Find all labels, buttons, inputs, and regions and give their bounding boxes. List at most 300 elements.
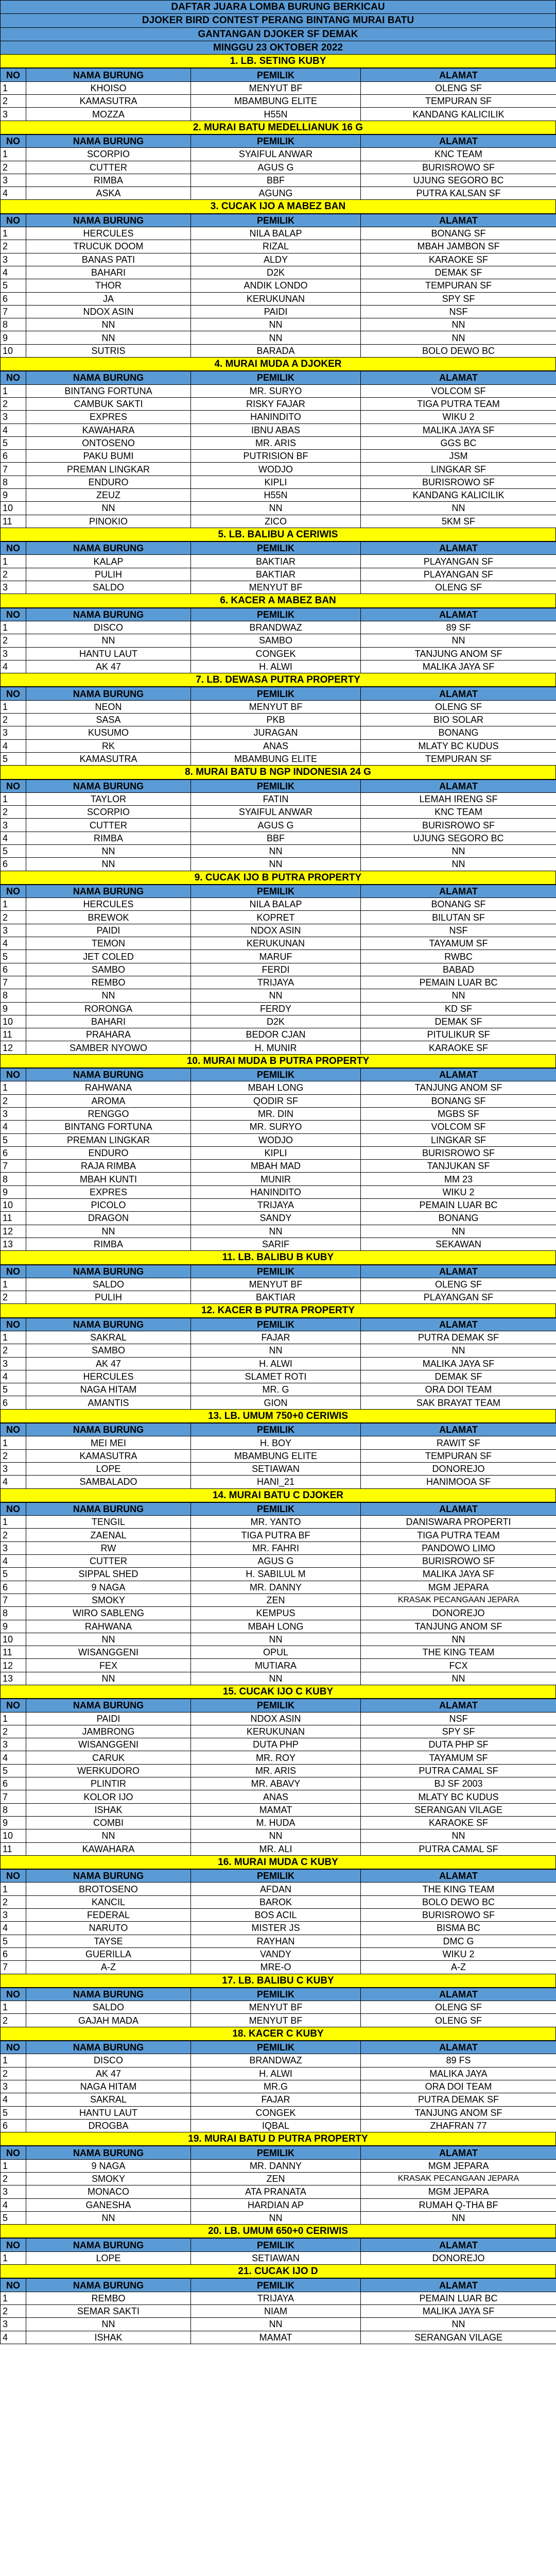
rank-cell: 8 (1, 1803, 26, 1816)
bird-name-cell: KAWAHARA (26, 1842, 191, 1855)
rank-cell: 3 (1, 647, 26, 660)
address-cell: BURISROWO SF (361, 819, 556, 832)
bird-name-cell: 9 NAGA (26, 2159, 191, 2172)
owner-cell: H. SABILUL M (191, 1568, 361, 1581)
col-header-owner: PEMILIK (191, 2239, 361, 2251)
rank-cell: 1 (1, 1081, 26, 1094)
address-cell: OLENG SF (361, 1278, 556, 1291)
bird-name-cell: LOPE (26, 1462, 191, 1475)
owner-cell: NN (191, 318, 361, 331)
col-header-no: NO (1, 2041, 26, 2054)
class-title: 16. MURAI MUDA C KUBY (0, 1856, 556, 1869)
rank-cell: 8 (1, 1607, 26, 1620)
table-header-row (1, 134, 556, 147)
rank-cell: 5 (1, 752, 26, 765)
bird-name-cell: ONTOSENO (26, 436, 191, 449)
address-cell: MGM JEPARA (361, 2185, 556, 2198)
bird-name-cell: NN (26, 1829, 191, 1842)
address-cell: MALIKA JAYA (361, 2067, 556, 2080)
table-row (1, 1883, 556, 1895)
bird-name-cell: WERKUDORO (26, 1764, 191, 1777)
rank-cell: 9 (1, 1185, 26, 1198)
address-cell: 89 SF (361, 621, 556, 634)
bird-name-cell: BROTOSENO (26, 1883, 191, 1895)
bird-name-cell: PICOLO (26, 1199, 191, 1212)
rank-cell: 2 (1, 2172, 26, 2185)
table-row (1, 463, 556, 476)
rank-cell: 3 (1, 1107, 26, 1120)
col-header-no: NO (1, 1265, 26, 1278)
rank-cell: 1 (1, 1436, 26, 1449)
table-row (1, 1829, 556, 1842)
address-cell: WIKU 2 (361, 411, 556, 423)
rank-cell: 2 (1, 714, 26, 726)
rank-cell: 8 (1, 989, 26, 1002)
col-header-address: ALAMAT (361, 1069, 556, 1081)
bird-name-cell: SAMBER NYOWO (26, 1041, 191, 1054)
table-row (1, 1764, 556, 1777)
col-header-address: ALAMAT (361, 1988, 556, 2001)
bird-name-cell: DROGBA (26, 2119, 191, 2132)
bird-name-cell: PAIDI (26, 1712, 191, 1725)
address-cell: OLENG SF (361, 81, 556, 94)
rank-cell: 3 (1, 581, 26, 594)
table-header-row (1, 2239, 556, 2251)
owner-cell: MR. DANNY (191, 2159, 361, 2172)
address-cell: KARAOKE SF (361, 1816, 556, 1829)
address-cell: KANDANG KALICILIK (361, 488, 556, 501)
owner-cell: HARDIAN AP (191, 2198, 361, 2211)
table-row (1, 1396, 556, 1409)
bird-name-cell: KUSUMO (26, 726, 191, 739)
bird-name-cell: RENGGO (26, 1107, 191, 1120)
rank-cell: 5 (1, 2211, 26, 2224)
rank-cell: 2 (1, 1291, 26, 1304)
table-row (1, 1015, 556, 1028)
table-row (1, 279, 556, 292)
bird-name-cell: KAWAHARA (26, 423, 191, 436)
owner-cell: NIAM (191, 2304, 361, 2317)
rank-cell: 10 (1, 1633, 26, 1646)
owner-cell: CONGEK (191, 2106, 361, 2119)
bird-name-cell: GUERILLA (26, 1947, 191, 1960)
class-title: 12. KACER B PUTRA PROPERTY (0, 1304, 556, 1317)
col-header-no: NO (1, 542, 26, 555)
table-row (1, 1383, 556, 1396)
bird-name-cell: KALAP (26, 555, 191, 568)
table-row (1, 2251, 556, 2264)
bird-name-cell: BINTANG FORTUNA (26, 1121, 191, 1133)
bird-name-cell: A-Z (26, 1961, 191, 1974)
col-header-address: ALAMAT (361, 779, 556, 792)
bird-name-cell: LOPE (26, 2251, 191, 2264)
address-cell: NN (361, 1829, 556, 1842)
rank-cell: 2 (1, 240, 26, 253)
rank-cell: 2 (1, 1449, 26, 1462)
owner-cell: SYAIFUL ANWAR (191, 806, 361, 819)
rank-cell: 5 (1, 950, 26, 963)
rank-cell: 6 (1, 1581, 26, 1594)
table-row (1, 2001, 556, 2014)
owner-cell: NDOX ASIN (191, 1712, 361, 1725)
bird-name-cell: RIMBA (26, 1238, 191, 1250)
table-row (1, 1344, 556, 1357)
address-cell: ORA DOI TEAM (361, 2080, 556, 2093)
table-row (1, 1738, 556, 1751)
table-row (1, 989, 556, 1002)
address-cell: NN (361, 2211, 556, 2224)
bird-name-cell: ZAENAL (26, 1529, 191, 1541)
table-row (1, 266, 556, 279)
table-row (1, 1646, 556, 1659)
rank-cell: 9 (1, 1002, 26, 1015)
bird-name-cell: ZEUZ (26, 488, 191, 501)
col-header-address: ALAMAT (361, 2279, 556, 2292)
results-table (0, 371, 556, 528)
bird-name-cell: SAKRAL (26, 2093, 191, 2106)
table-row (1, 2198, 556, 2211)
owner-cell: TRIJAYA (191, 1199, 361, 1212)
rank-cell: 1 (1, 555, 26, 568)
owner-cell: PAIDI (191, 305, 361, 318)
col-header-no: NO (1, 1069, 26, 1081)
table-row (1, 950, 556, 963)
owner-cell: TIGA PUTRA BF (191, 1529, 361, 1541)
bird-name-cell: SEMAR SAKTI (26, 2304, 191, 2317)
owner-cell: MRE-O (191, 1961, 361, 1974)
owner-cell: MR.G (191, 2080, 361, 2093)
table-header-row (1, 885, 556, 897)
table-row (1, 976, 556, 989)
bird-name-cell: SAMBO (26, 1344, 191, 1357)
owner-cell: BBF (191, 174, 361, 187)
table-row (1, 148, 556, 161)
rank-cell: 7 (1, 1790, 26, 1803)
table-row (1, 832, 556, 844)
address-cell: OLENG SF (361, 700, 556, 713)
col-header-name: NAMA BURUNG (26, 1423, 191, 1436)
document-title: DAFTAR JUARA LOMBA BURUNG BERKICAU (0, 0, 556, 14)
col-header-owner: PEMILIK (191, 2041, 361, 2054)
table-row (1, 2304, 556, 2317)
class-title: 9. CUCAK IJO B PUTRA PROPERTY (0, 871, 556, 885)
table-row (1, 739, 556, 752)
address-cell: PUTRA DEMAK SF (361, 1331, 556, 1344)
col-header-name: NAMA BURUNG (26, 608, 191, 621)
bird-name-cell: PAKU BUMI (26, 450, 191, 463)
rank-cell: 5 (1, 845, 26, 858)
rank-cell: 5 (1, 1764, 26, 1777)
rank-cell: 4 (1, 187, 26, 200)
col-header-name: NAMA BURUNG (26, 134, 191, 147)
table-row (1, 1529, 556, 1541)
address-cell: NSF (361, 1712, 556, 1725)
col-header-no: NO (1, 134, 26, 147)
table-row (1, 1185, 556, 1198)
table-row (1, 318, 556, 331)
rank-cell: 7 (1, 305, 26, 318)
table-row (1, 240, 556, 253)
rank-cell: 4 (1, 1121, 26, 1133)
rank-cell: 4 (1, 1370, 26, 1383)
rank-cell: 10 (1, 1199, 26, 1212)
col-header-name: NAMA BURUNG (26, 2279, 191, 2292)
bird-name-cell: PLINTIR (26, 1777, 191, 1790)
bird-name-cell: SUTRIS (26, 344, 191, 357)
address-cell: DONOREJO (361, 1607, 556, 1620)
bird-name-cell: NN (26, 318, 191, 331)
owner-cell: MAMAT (191, 2331, 361, 2344)
col-header-address: ALAMAT (361, 885, 556, 897)
col-header-owner: PEMILIK (191, 1265, 361, 1278)
owner-cell: CONGEK (191, 647, 361, 660)
table-row (1, 1028, 556, 1041)
table-header-row (1, 214, 556, 227)
col-header-name: NAMA BURUNG (26, 69, 191, 81)
bird-name-cell: JAMBRONG (26, 1725, 191, 1738)
address-cell: KNC TEAM (361, 806, 556, 819)
col-header-owner: PEMILIK (191, 214, 361, 227)
address-cell: TANJUNG ANOM SF (361, 1081, 556, 1094)
bird-name-cell: SMOKY (26, 1594, 191, 1606)
owner-cell: MBAMBUNG ELITE (191, 752, 361, 765)
owner-cell: WODJO (191, 463, 361, 476)
bird-name-cell: HANTU LAUT (26, 2106, 191, 2119)
rank-cell: 8 (1, 476, 26, 488)
owner-cell: FAJAR (191, 2093, 361, 2106)
bird-name-cell: REMBO (26, 976, 191, 989)
table-row (1, 2093, 556, 2106)
table-row (1, 700, 556, 713)
bird-name-cell: KAMASUTRA (26, 752, 191, 765)
address-cell: PANDOWO LIMO (361, 1541, 556, 1554)
owner-cell: BRANDWAZ (191, 2054, 361, 2067)
col-header-owner: PEMILIK (191, 687, 361, 700)
table-row (1, 384, 556, 397)
table-row (1, 647, 556, 660)
results-table (0, 885, 556, 1055)
owner-cell: H. BOY (191, 1436, 361, 1449)
table-row (1, 1790, 556, 1803)
bird-name-cell: NN (26, 2318, 191, 2331)
col-header-no: NO (1, 2239, 26, 2251)
bird-name-cell: WISANGGENI (26, 1646, 191, 1659)
rank-cell: 7 (1, 1160, 26, 1173)
address-cell: BOLO DEWO BC (361, 1895, 556, 1908)
address-cell: BONANG (361, 1212, 556, 1225)
results-table (0, 687, 556, 766)
owner-cell: RAYHAN (191, 1935, 361, 1947)
col-header-owner: PEMILIK (191, 608, 361, 621)
bird-name-cell: SAKRAL (26, 1331, 191, 1344)
owner-cell: MR. DIN (191, 1107, 361, 1120)
owner-cell: KEMPUS (191, 1607, 361, 1620)
owner-cell: SETIAWAN (191, 1462, 361, 1475)
bird-name-cell: SALDO (26, 1278, 191, 1291)
owner-cell: NN (191, 858, 361, 871)
bird-name-cell: RAHWANA (26, 1620, 191, 1633)
address-cell: NN (361, 318, 556, 331)
rank-cell: 5 (1, 1568, 26, 1581)
table-row (1, 436, 556, 449)
table-row (1, 714, 556, 726)
col-header-no: NO (1, 1502, 26, 1515)
table-row (1, 1672, 556, 1685)
owner-cell: MENYUT BF (191, 581, 361, 594)
bird-name-cell: MBAH KUNTI (26, 1173, 191, 1185)
event-date: MINGGU 23 OKTOBER 2022 (0, 41, 556, 55)
rank-cell: 9 (1, 1816, 26, 1829)
bird-name-cell: NN (26, 502, 191, 515)
table-row (1, 1357, 556, 1370)
col-header-address: ALAMAT (361, 608, 556, 621)
table-row (1, 911, 556, 924)
address-cell: DEMAK SF (361, 1370, 556, 1383)
table-header-row (1, 608, 556, 621)
table-header-row (1, 1265, 556, 1278)
col-header-owner: PEMILIK (191, 1870, 361, 1883)
table-row (1, 187, 556, 200)
table-row (1, 555, 556, 568)
table-row (1, 1909, 556, 1922)
bird-name-cell: FEX (26, 1659, 191, 1672)
table-row (1, 858, 556, 871)
owner-cell: AFDAN (191, 1883, 361, 1895)
address-cell: 89 FS (361, 2054, 556, 2067)
col-header-name: NAMA BURUNG (26, 2041, 191, 2054)
bird-name-cell: SALDO (26, 581, 191, 594)
address-cell: KRASAK PECANGAAN JEPARA (361, 1594, 556, 1606)
owner-cell: D2K (191, 1015, 361, 1028)
class-title: 2. MURAI BATU MEDELLIANUK 16 G (0, 121, 556, 134)
bird-name-cell: TEMON (26, 937, 191, 950)
owner-cell: BAKTIAR (191, 1291, 361, 1304)
bird-name-cell: ASKA (26, 187, 191, 200)
bird-name-cell: SCORPIO (26, 806, 191, 819)
address-cell: MGM JEPARA (361, 1581, 556, 1594)
address-cell: BISMA BC (361, 1922, 556, 1935)
col-header-name: NAMA BURUNG (26, 1318, 191, 1331)
address-cell: TANJUKAN SF (361, 1160, 556, 1173)
col-header-address: ALAMAT (361, 69, 556, 81)
address-cell: TANJUNG ANOM SF (361, 647, 556, 660)
table-row (1, 95, 556, 108)
address-cell: LEMAH IRENG SF (361, 792, 556, 805)
rank-cell: 3 (1, 108, 26, 121)
col-header-no: NO (1, 1318, 26, 1331)
owner-cell: H. ALWI (191, 2067, 361, 2080)
owner-cell: JURAGAN (191, 726, 361, 739)
owner-cell: MENYUT BF (191, 2001, 361, 2014)
table-row (1, 1555, 556, 1568)
bird-name-cell: CUTTER (26, 1555, 191, 1568)
table-row (1, 174, 556, 187)
rank-cell: 4 (1, 660, 26, 673)
rank-cell: 4 (1, 832, 26, 844)
rank-cell: 1 (1, 792, 26, 805)
owner-cell: NN (191, 1344, 361, 1357)
col-header-address: ALAMAT (361, 2239, 556, 2251)
rank-cell: 3 (1, 411, 26, 423)
rank-cell: 2 (1, 1094, 26, 1107)
owner-cell: FERDI (191, 963, 361, 976)
rank-cell: 10 (1, 344, 26, 357)
bird-name-cell: EXPRES (26, 1185, 191, 1198)
table-row (1, 2292, 556, 2304)
address-cell: SERANGAN VILAGE (361, 2331, 556, 2344)
address-cell: SAK BRAYAT TEAM (361, 1396, 556, 1409)
results-table (0, 1068, 556, 1251)
address-cell: KARAOKE SF (361, 253, 556, 266)
owner-cell: SETIAWAN (191, 2251, 361, 2264)
rank-cell: 2 (1, 2014, 26, 2027)
owner-cell: MENYUT BF (191, 2014, 361, 2027)
bird-name-cell: SCORPIO (26, 148, 191, 161)
table-row (1, 2331, 556, 2344)
class-title: 13. LB. UMUM 750+0 CERIWIS (0, 1410, 556, 1423)
address-cell: OLENG SF (361, 2014, 556, 2027)
bird-name-cell: ISHAK (26, 1803, 191, 1816)
owner-cell: H. ALWI (191, 1357, 361, 1370)
table-row (1, 2185, 556, 2198)
table-row (1, 898, 556, 911)
address-cell: BURISROWO SF (361, 476, 556, 488)
table-row (1, 2172, 556, 2185)
owner-cell: GION (191, 1396, 361, 1409)
owner-cell: MR. ARIS (191, 436, 361, 449)
rank-cell: 5 (1, 2106, 26, 2119)
table-row (1, 1607, 556, 1620)
owner-cell: ZEN (191, 1594, 361, 1606)
bird-name-cell: ENDURO (26, 1146, 191, 1159)
bird-name-cell: 9 NAGA (26, 1581, 191, 1594)
owner-cell: TRIJAYA (191, 2292, 361, 2304)
address-cell: THE KING TEAM (361, 1883, 556, 1895)
class-title: 6. KACER A MABEZ BAN (0, 594, 556, 607)
owner-cell: M. HUDA (191, 1816, 361, 1829)
col-header-name: NAMA BURUNG (26, 1502, 191, 1515)
owner-cell: MBAMBUNG ELITE (191, 95, 361, 108)
bird-name-cell: NAGA HITAM (26, 2080, 191, 2093)
address-cell: SPY SF (361, 1725, 556, 1738)
table-row (1, 1895, 556, 1908)
rank-cell: 6 (1, 1146, 26, 1159)
rank-cell: 3 (1, 1462, 26, 1475)
owner-cell: ALDY (191, 253, 361, 266)
table-row (1, 568, 556, 581)
address-cell: BIO SOLAR (361, 714, 556, 726)
results-table (0, 1265, 556, 1304)
rank-cell: 6 (1, 1947, 26, 1960)
class-title: 7. LB. DEWASA PUTRA PROPERTY (0, 673, 556, 687)
address-cell: NN (361, 1672, 556, 1685)
bird-name-cell: PULIH (26, 1291, 191, 1304)
table-row (1, 108, 556, 121)
address-cell: KANDANG KALICILIK (361, 108, 556, 121)
table-row (1, 2080, 556, 2093)
col-header-address: ALAMAT (361, 2146, 556, 2159)
rank-cell: 3 (1, 1357, 26, 1370)
owner-cell: MR. ALI (191, 1842, 361, 1855)
results-table (0, 68, 556, 121)
address-cell: NN (361, 634, 556, 647)
table-row (1, 1094, 556, 1107)
rank-cell: 3 (1, 2318, 26, 2331)
bird-name-cell: ISHAK (26, 2331, 191, 2344)
bird-name-cell: SMOKY (26, 2172, 191, 2185)
rank-cell: 1 (1, 621, 26, 634)
bird-name-cell: PRAHARA (26, 1028, 191, 1041)
